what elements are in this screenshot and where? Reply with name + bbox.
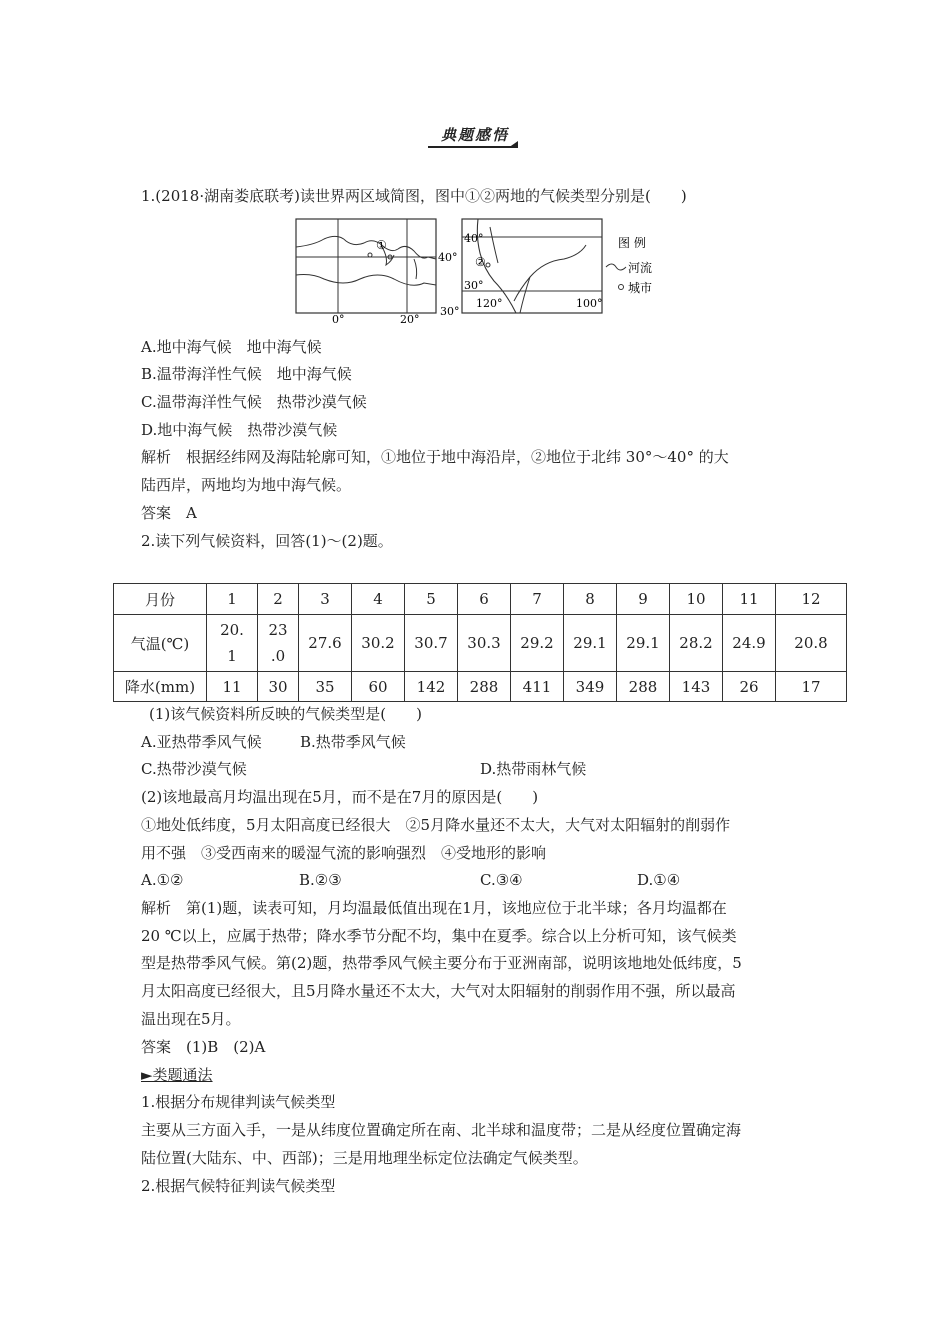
table-cell: 29.1 bbox=[617, 615, 670, 672]
table-cell: 288 bbox=[617, 672, 670, 702]
q2-sub2-option-b: B.②③ bbox=[299, 871, 342, 889]
table-cell: 28.2 bbox=[670, 615, 723, 672]
legend-river: 河流 bbox=[628, 261, 653, 275]
q2-analysis-line5: 温出现在5月。 bbox=[141, 1010, 241, 1028]
q2-sub2-option-d: D.①④ bbox=[637, 871, 681, 889]
table-cell: 29.2 bbox=[511, 615, 564, 672]
table-cell: 17 bbox=[776, 672, 847, 702]
table-cell: 20.8 bbox=[776, 615, 847, 672]
q2-analysis-line1: 解析 第(1)题，读表可知，月均温最低值出现在1月，该地应位于北半球；各月均温都在 bbox=[141, 899, 727, 917]
method-section-title: ►类题通法 bbox=[141, 1066, 213, 1084]
table-cell: 30.2 bbox=[352, 615, 405, 672]
q2-sub1-option-b: B.热带季风气候 bbox=[300, 733, 406, 751]
map-right-california bbox=[462, 219, 603, 313]
table-cell: 11 bbox=[723, 584, 776, 615]
q2-analysis-line3: 型是热带季风气候。第(2)题，热带季风气候主要分布于亚洲南部，说明该地地处低纬度，5 bbox=[141, 954, 742, 972]
table-cell: 30.3 bbox=[458, 615, 511, 672]
map-right-lon-100: 100° bbox=[576, 297, 603, 310]
table-cell: 5 bbox=[405, 584, 458, 615]
table-cell: 降水(mm) bbox=[114, 672, 207, 702]
method-item2-title: 2.根据气候特征判读气候类型 bbox=[141, 1177, 336, 1195]
table-cell bbox=[258, 615, 299, 672]
heading-underline-tail bbox=[508, 141, 518, 148]
table-row-month bbox=[114, 584, 847, 615]
map-left-mediterranean bbox=[296, 219, 460, 323]
section-heading: 典题感悟 bbox=[440, 126, 509, 144]
method-item1-line1: 主要从三方面入手，一是从纬度位置确定所在南、北半球和温度带；二是从经度位置确定海 bbox=[141, 1121, 742, 1139]
method-item1-line2: 陆位置(大陆东、中、西部)；三是用地理坐标定位法确定气候类型。 bbox=[141, 1149, 588, 1167]
table-cell: 288 bbox=[458, 672, 511, 702]
temp-feb-top: 23 bbox=[268, 621, 288, 639]
temp-jan-top: 20. bbox=[220, 621, 244, 639]
table-cell: 349 bbox=[564, 672, 617, 702]
q1-answer: 答案 A bbox=[141, 504, 197, 522]
q1-option-b: B.温带海洋性气候 地中海气候 bbox=[141, 365, 352, 383]
heading-underline bbox=[428, 146, 518, 148]
table-cell: 气温(℃) bbox=[114, 615, 207, 672]
table-cell: 30.7 bbox=[405, 615, 458, 672]
map-left-lon-20: 20° bbox=[400, 313, 420, 323]
table-cell: 月份 bbox=[114, 584, 207, 615]
map-right-lat-40: 40° bbox=[464, 232, 484, 245]
table-cell: 29.1 bbox=[564, 615, 617, 672]
river-legend-icon bbox=[606, 264, 626, 270]
q2-stem: 2.读下列气候资料，回答(1)～(2)题。 bbox=[141, 532, 393, 550]
q2-sub1-option-a: A.亚热带季风气候 bbox=[141, 733, 262, 751]
table-cell: 7 bbox=[511, 584, 564, 615]
table-cell: 60 bbox=[352, 672, 405, 702]
map-right-marker: ② bbox=[475, 255, 486, 269]
table-cell bbox=[207, 615, 258, 672]
table-cell: 9 bbox=[617, 584, 670, 615]
table-row-precipitation bbox=[114, 672, 847, 702]
q2-answer: 答案 (1)B (2)A bbox=[141, 1038, 266, 1056]
q2-sub2-line2: 用不强 ③受西南来的暖湿气流的影响强烈 ④受地形的影响 bbox=[141, 844, 547, 862]
q1-option-c: C.温带海洋性气候 热带沙漠气候 bbox=[141, 393, 367, 411]
climate-data-table bbox=[113, 583, 847, 702]
method-item1-title: 1.根据分布规律判读气候类型 bbox=[141, 1093, 336, 1111]
q1-option-d: D.地中海气候 热带沙漠气候 bbox=[141, 421, 338, 439]
table-cell: 1 bbox=[207, 584, 258, 615]
q1-analysis-line1: 解析 根据经纬网及海陆轮廓可知，①地位于地中海沿岸，②地位于北纬 30°～40° 的大 bbox=[141, 448, 729, 466]
q1-option-a: A.地中海气候 地中海气候 bbox=[141, 338, 322, 356]
table-cell: 12 bbox=[776, 584, 847, 615]
table-cell: 26 bbox=[723, 672, 776, 702]
table-cell: 10 bbox=[670, 584, 723, 615]
table-cell: 11 bbox=[207, 672, 258, 702]
q2-sub1-stem: (1)该气候资料所反映的气候类型是( ) bbox=[149, 705, 422, 723]
table-cell: 2 bbox=[258, 584, 299, 615]
map-left-lat-40: 40° bbox=[438, 251, 458, 264]
table-cell: 142 bbox=[405, 672, 458, 702]
table-cell: 24.9 bbox=[723, 615, 776, 672]
table-cell: 411 bbox=[511, 672, 564, 702]
table-cell: 3 bbox=[299, 584, 352, 615]
temp-feb-bottom: .0 bbox=[270, 647, 286, 665]
table-cell: 30 bbox=[258, 672, 299, 702]
temp-jan-bottom: 1 bbox=[227, 647, 237, 665]
table-cell: 35 bbox=[299, 672, 352, 702]
table-cell: 143 bbox=[670, 672, 723, 702]
map-left-lat-30: 30° bbox=[440, 305, 460, 318]
map-left-lon-0: 0° bbox=[332, 313, 345, 323]
map-left-marker: ① bbox=[376, 238, 387, 252]
q2-sub1-option-c: C.热带沙漠气候 bbox=[141, 760, 247, 778]
table-row-temperature bbox=[114, 615, 847, 672]
q2-sub2-stem: (2)该地最高月均温出现在5月，而不是在7月的原因是( ) bbox=[141, 788, 539, 806]
table-cell: 6 bbox=[458, 584, 511, 615]
q1-stem: 1.(2018·湖南娄底联考)读世界两区域简图，图中①②两地的气候类型分别是( ) bbox=[141, 187, 687, 205]
legend-title: 图 例 bbox=[618, 236, 646, 250]
q2-analysis-line2: 20 ℃以上，应属于热带；降水季节分配不均，集中在夏季。综合以上分析可知，该气候类 bbox=[141, 927, 737, 945]
q2-analysis-line4: 月太阳高度已经很大，且5月降水量还不太大，大气对太阳辐射的削弱作用不强，所以最高 bbox=[141, 982, 736, 1000]
map-right-lat-30: 30° bbox=[464, 279, 484, 292]
q2-sub1-option-d: D.热带雨林气候 bbox=[480, 760, 587, 778]
map-right-lon-120: 120° bbox=[476, 297, 503, 310]
q2-sub2-line1: ①地处低纬度，5月太阳高度已经很大 ②5月降水量还不太大，大气对太阳辐射的削弱作 bbox=[141, 816, 731, 834]
q2-sub2-option-c: C.③④ bbox=[480, 871, 523, 889]
table-cell: 27.6 bbox=[299, 615, 352, 672]
q1-analysis-line2: 陆西岸，两地均为地中海气候。 bbox=[141, 476, 352, 494]
legend-city: 城市 bbox=[628, 281, 653, 295]
table-cell: 8 bbox=[564, 584, 617, 615]
city-legend-icon bbox=[619, 285, 624, 290]
table-cell: 4 bbox=[352, 584, 405, 615]
q2-sub2-option-a: A.①② bbox=[141, 871, 184, 889]
q1-region-maps-figure bbox=[294, 217, 654, 323]
map-legend bbox=[606, 235, 652, 295]
